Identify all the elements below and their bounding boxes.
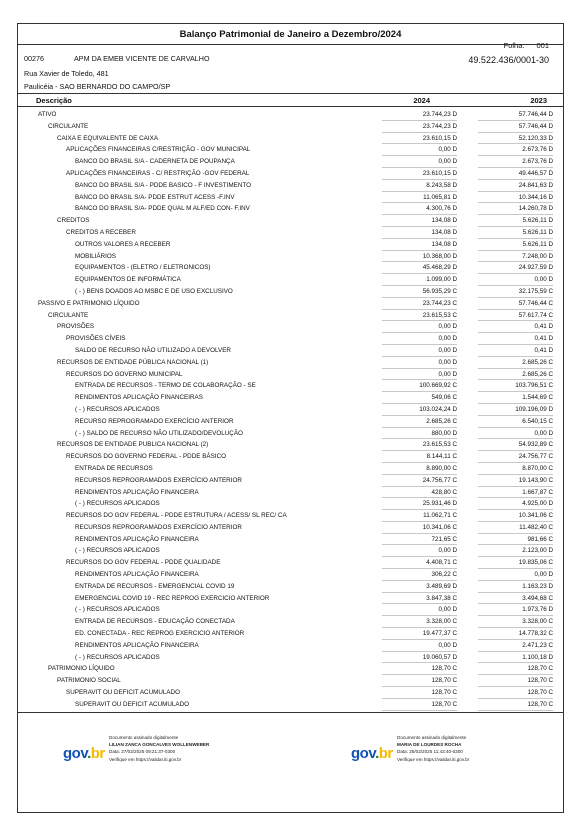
- row-value-2023: 32.175,59 C: [478, 286, 553, 298]
- row-value-2024: 134,08 D: [382, 227, 457, 239]
- row-value-2024: 0,00 D: [382, 357, 457, 369]
- signature-verify-link[interactable]: Verifique em https://validar.iti.gov.br: [397, 756, 470, 762]
- row-value-2023: 10.341,06 C: [478, 510, 553, 522]
- row-description: EQUIPAMENTOS DE INFORMÁTICA: [75, 276, 181, 284]
- table-row: [18, 510, 563, 522]
- table-row: [18, 286, 563, 298]
- row-value-2024: 100.669,92 C: [382, 380, 457, 392]
- row-value-2023: 19.143,90 C: [478, 475, 553, 487]
- signer-name: MARIA DE LOURDES ROCHA: [397, 742, 462, 748]
- row-description: PROVISÕES: [57, 323, 95, 331]
- table-row: [18, 628, 563, 640]
- row-value-2024: 23.744,23 C: [382, 298, 457, 310]
- row-value-2023: 109.196,09 D: [478, 404, 553, 416]
- row-value-2023: 5.626,11 D: [478, 227, 553, 239]
- table-row: [18, 593, 563, 605]
- row-description: ( - ) BENS DOADOS AO MSBC E DE USO EXCLUSIVO: [75, 287, 233, 295]
- row-description: CIRCULANTE: [48, 122, 89, 130]
- row-description: ( - ) RECURSOS APLICADOS: [75, 653, 160, 661]
- table-row: [18, 168, 563, 180]
- row-value-2023: 981,66 C: [478, 534, 553, 546]
- row-value-2024: 24.756,77 C: [382, 475, 457, 487]
- row-value-2023: 5.626,11 D: [478, 239, 553, 251]
- table-row: [18, 310, 563, 322]
- row-value-2024: 103.024,24 D: [382, 404, 457, 416]
- row-description: RECURSOS DE ENTIDADE PUBLICA NACIONAL (2): [57, 441, 209, 449]
- row-value-2024: 0,00 D: [382, 156, 457, 168]
- row-value-2024: 3.328,00 C: [382, 616, 457, 628]
- table-row: [18, 652, 563, 664]
- row-value-2023: 3.494,68 C: [478, 593, 553, 605]
- table-row: [18, 616, 563, 628]
- signer-name: LILIAN ZANCA GONCALVES WOLLENWEBER: [109, 742, 210, 748]
- row-value-2024: 0,00 D: [382, 144, 457, 156]
- row-value-2024: 880,00 D: [382, 428, 457, 440]
- row-value-2023: 14.260,78 D: [478, 203, 553, 215]
- row-value-2023: 2.673,76 D: [478, 144, 553, 156]
- row-value-2023: 14.778,32 C: [478, 628, 553, 640]
- govbr-logo: gov.br: [63, 745, 105, 762]
- table-row: [18, 392, 563, 404]
- row-value-2024: 134,08 D: [382, 215, 457, 227]
- signature-date: Data: 27/02/2025 09:21:37-0300: [109, 749, 176, 755]
- table-row: [18, 498, 563, 510]
- row-description: ENTRADA DE RECURSOS - EMERGENCIAL COVID 19: [75, 582, 235, 590]
- row-description: BANCO DO BRASIL S/A- PDDE QUAL M ALF/ED CON- F.INV: [75, 205, 250, 213]
- row-description: RENDIMENTOS APLICAÇÃO FINANCEIRAS: [75, 394, 203, 402]
- table-row: [18, 133, 563, 145]
- table-row: [18, 144, 563, 156]
- row-value-2023: 103.796,51 C: [478, 380, 553, 392]
- row-description: ( - ) RECURSOS APLICADOS: [75, 547, 160, 555]
- row-description: RECURSOS REPROGRAMADOS EXERCÍCIO ANTERIOR: [75, 523, 242, 531]
- row-value-2023: 0,00 D: [478, 274, 553, 286]
- entity-cnpj: 49.522.436/0001-30: [468, 55, 549, 65]
- row-value-2024: 128,70 C: [382, 687, 457, 699]
- row-value-2024: 23.744,23 D: [382, 121, 457, 133]
- row-value-2024: 23.610,15 D: [382, 168, 457, 180]
- table-row: [18, 404, 563, 416]
- row-value-2023: 1.667,87 C: [478, 487, 553, 499]
- row-value-2023: 128,70 C: [478, 675, 553, 687]
- row-value-2023: 49.446,57 D: [478, 168, 553, 180]
- signature-caption: Documento assinado digitalmente: [109, 735, 179, 740]
- table-row: [18, 687, 563, 699]
- row-value-2023: 5.626,11 D: [478, 215, 553, 227]
- table-row: [18, 274, 563, 286]
- govbr-logo: gov.br: [351, 745, 393, 762]
- row-value-2023: 2.123,00 D: [478, 545, 553, 557]
- row-description: PATRIMONIO LÍQUIDO: [48, 665, 115, 673]
- balance-table-body: [18, 109, 563, 711]
- row-value-2023: 1.163,23 D: [478, 581, 553, 593]
- row-value-2024: 0,00 D: [382, 545, 457, 557]
- row-value-2023: 10.344,16 D: [478, 192, 553, 204]
- table-row: [18, 416, 563, 428]
- row-description: RECURSO REPROGRAMADO EXERCÍCIO ANTERIOR: [75, 417, 234, 425]
- row-value-2024: 8.243,58 D: [382, 180, 457, 192]
- row-value-2023: 19.835,06 C: [478, 557, 553, 569]
- table-row: [18, 451, 563, 463]
- row-value-2023: 128,70 C: [478, 699, 553, 711]
- entity-address: Rua Xavier de Toledo, 481: [24, 69, 109, 78]
- table-row: [18, 227, 563, 239]
- row-value-2024: 1.099,00 D: [382, 274, 457, 286]
- table-row: [18, 581, 563, 593]
- row-value-2024: 3.847,38 C: [382, 593, 457, 605]
- row-description: RENDIMENTOS APLICAÇÃO FINANCEIRA: [75, 488, 199, 496]
- row-description: CREDITOS: [57, 217, 90, 225]
- row-value-2024: 306,22 C: [382, 569, 457, 581]
- table-row: [18, 321, 563, 333]
- table-row: [18, 675, 563, 687]
- row-description: EQUIPAMENTOS - (ELETRO / ELETRONICOS): [75, 264, 211, 272]
- table-row: [18, 345, 563, 357]
- row-description: RECURSOS DO GOV FEDERAL - PDDE QUALIDADE: [66, 559, 221, 567]
- row-value-2023: 0,00 D: [478, 569, 553, 581]
- row-value-2024: 19.477,37 C: [382, 628, 457, 640]
- row-description: ( - ) RECURSOS APLICADOS: [75, 500, 160, 508]
- row-value-2023: 11.482,40 C: [478, 522, 553, 534]
- row-value-2023: 57.617,74 C: [478, 310, 553, 322]
- row-value-2024: 2.685,26 C: [382, 416, 457, 428]
- row-value-2024: 8.890,00 C: [382, 463, 457, 475]
- signature-details: [397, 734, 469, 763]
- row-description: SUPERAVIT OU DEFICIT ACUMULADO: [66, 689, 181, 697]
- row-value-2023: 2.685,26 C: [478, 369, 553, 381]
- row-description: ENTRADA DE RECURSOS - EDUCAÇÃO CONECTADA: [75, 618, 235, 626]
- row-value-2023: 57.746,44 C: [478, 298, 553, 310]
- table-row: [18, 380, 563, 392]
- row-description: PASSIVO E PATRIMONIO LÍQUIDO: [38, 299, 140, 307]
- row-value-2024: 11.065,81 D: [382, 192, 457, 204]
- row-value-2024: 428,80 C: [382, 487, 457, 499]
- signature-details: [109, 734, 209, 763]
- row-value-2023: 6.540,15 C: [478, 416, 553, 428]
- column-header-descricao: Descrição: [36, 96, 72, 105]
- row-value-2023: 24.927,59 D: [478, 262, 553, 274]
- table-row: [18, 156, 563, 168]
- table-header: [18, 94, 563, 106]
- table-row: [18, 262, 563, 274]
- table-row: [18, 357, 563, 369]
- row-description: MOBILIÁRIOS: [75, 252, 116, 260]
- row-value-2024: 10.368,00 D: [382, 251, 457, 263]
- column-header-2023: 2023: [530, 96, 547, 105]
- row-value-2024: 0,00 D: [382, 345, 457, 357]
- row-value-2024: 0,00 D: [382, 333, 457, 345]
- row-description: APLICAÇÕES FINANCEIRAS C/RESTRIÇÃO - GOV MUNICIPAL: [66, 146, 251, 154]
- row-value-2024: 128,70 C: [382, 675, 457, 687]
- table-row: [18, 239, 563, 251]
- row-value-2024: 0,00 D: [382, 369, 457, 381]
- row-value-2023: 2.471,23 C: [478, 640, 553, 652]
- row-value-2023: 0,41 D: [478, 321, 553, 333]
- row-value-2024: 10.341,06 C: [382, 522, 457, 534]
- row-value-2023: 54.932,89 C: [478, 439, 553, 451]
- row-value-2024: 721,65 C: [382, 534, 457, 546]
- row-value-2024: 23.610,15 D: [382, 133, 457, 145]
- table-row: [18, 487, 563, 499]
- row-value-2024: 549,06 C: [382, 392, 457, 404]
- row-description: PATRIMONIO SOCIAL: [57, 677, 121, 685]
- row-value-2023: 57.746,44 D: [478, 121, 553, 133]
- table-row: [18, 121, 563, 133]
- row-value-2023: 4.925,00 D: [478, 498, 553, 510]
- table-end-rule: [18, 712, 563, 713]
- row-value-2023: 24.841,63 D: [478, 180, 553, 192]
- table-row: [18, 604, 563, 616]
- row-value-2024: 25.931,46 D: [382, 498, 457, 510]
- row-description: SALDO DE RECURSO NÃO UTILIZADO A DEVOLVER: [75, 346, 231, 354]
- row-value-2023: 1.973,76 D: [478, 604, 553, 616]
- table-row: [18, 463, 563, 475]
- row-value-2024: 0,00 D: [382, 640, 457, 652]
- table-row: [18, 640, 563, 652]
- row-value-2023: 0,41 D: [478, 345, 553, 357]
- row-value-2023: 0,41 D: [478, 333, 553, 345]
- row-description: ( - ) SALDO DE RECURSO NÃO UTILIZADO/DEVOLUÇÃO: [75, 429, 243, 437]
- table-row: [18, 203, 563, 215]
- row-value-2023: 0,00 D: [478, 428, 553, 440]
- row-description: RENDIMENTOS APLICAÇÃO FINANCEIRA: [75, 641, 199, 649]
- row-value-2023: 128,70 C: [478, 687, 553, 699]
- row-description: BANCO DO BRASIL S/A - PDDE BASICO - F INVESTIMENTO: [75, 181, 251, 189]
- row-description: RECURSOS DE ENTIDADE PÚBLICA NACIONAL (1): [57, 358, 209, 366]
- folha-number: 001: [536, 41, 549, 50]
- row-description: RECURSOS DO GOVERNO MUNICIPAL: [66, 370, 183, 378]
- signature-verify-link[interactable]: Verifique em https://validar.iti.gov.br: [109, 756, 182, 762]
- row-value-2024: 8.144,11 C: [382, 451, 457, 463]
- row-value-2024: 19.060,57 D: [382, 652, 457, 664]
- row-value-2024: 128,70 C: [382, 663, 457, 675]
- table-row: [18, 557, 563, 569]
- row-value-2024: 23.615,53 C: [382, 310, 457, 322]
- row-value-2023: 128,70 C: [478, 663, 553, 675]
- signature-date: Data: 25/02/2025 11:43:40-0300: [397, 749, 463, 755]
- row-description: ATIVO: [38, 111, 57, 118]
- row-value-2024: 23.744,23 D: [382, 109, 457, 121]
- row-value-2024: 0,00 D: [382, 604, 457, 616]
- table-header-bottom-rule: [18, 106, 563, 107]
- row-value-2023: 8.870,00 C: [478, 463, 553, 475]
- row-value-2023: 57.746,44 D: [478, 109, 553, 121]
- table-row: [18, 545, 563, 557]
- row-description: RENDIMENTOS APLICAÇÃO FINANCEIRA: [75, 571, 199, 579]
- row-value-2023: 1.544,69 C: [478, 392, 553, 404]
- row-description: CAIXA E EQUIVALENTE DE CAIXA: [57, 134, 159, 142]
- document-title: Balanço Patrimonial de Janeiro a Dezembro/2024: [179, 29, 402, 40]
- table-row: [18, 663, 563, 675]
- row-value-2024: 3.489,69 D: [382, 581, 457, 593]
- table-row: [18, 251, 563, 263]
- row-value-2023: 52.120,33 D: [478, 133, 553, 145]
- row-description: ( - ) RECURSOS APLICADOS: [75, 606, 160, 614]
- signature-caption: Documento assinado digitalmente: [397, 735, 467, 740]
- row-value-2023: 24.756,77 C: [478, 451, 553, 463]
- row-value-2024: 11.062,71 C: [382, 510, 457, 522]
- row-description: ( - ) RECURSOS APLICADOS: [75, 405, 160, 413]
- row-value-2023: 2.673,76 D: [478, 156, 553, 168]
- row-value-2024: 128,70 C: [382, 699, 457, 711]
- row-description: RECURSOS DO GOVERNO FEDERAL - PDDE BÁSICO: [66, 453, 227, 461]
- entity-code: 00276: [24, 54, 44, 63]
- row-description: CIRCULANTE: [48, 311, 89, 319]
- row-value-2023: 2.685,26 C: [478, 357, 553, 369]
- row-value-2024: 23.615,53 C: [382, 439, 457, 451]
- folha-label: Folha:: [503, 41, 525, 50]
- table-row: [18, 192, 563, 204]
- table-row: [18, 215, 563, 227]
- row-value-2023: 7.248,00 D: [478, 251, 553, 263]
- table-row: [18, 369, 563, 381]
- table-row: [18, 109, 563, 121]
- row-value-2024: 45.468,29 D: [382, 262, 457, 274]
- row-description: RENDIMENTOS APLICAÇÃO FINANCEIRA: [75, 535, 199, 543]
- row-description: OUTROS VALORES A RECEBER: [75, 240, 171, 248]
- table-row: [18, 569, 563, 581]
- row-description: RECURSOS DO GOV FEDERAL - PDDE ESTRUTURA / ACESS/ SL REC/ CA: [66, 512, 287, 520]
- row-value-2024: 134,08 D: [382, 239, 457, 251]
- entity-city: Paulicéia - SAO BERNARDO DO CAMPO/SP: [24, 82, 171, 91]
- table-row: [18, 298, 563, 310]
- row-description: ED. CONECTADA - REC REPROG EXERCICIO ANTERIOR: [75, 630, 245, 638]
- table-row: [18, 475, 563, 487]
- table-row: [18, 180, 563, 192]
- row-value-2024: 56.935,29 C: [382, 286, 457, 298]
- row-value-2024: 4.300,76 D: [382, 203, 457, 215]
- row-description: EMERGENCIAL COVID 19 - REC REPROG EXERCICIO ANTERIOR: [75, 594, 270, 602]
- row-description: ENTRADA DE RECURSOS: [75, 464, 153, 472]
- page-number: [504, 41, 549, 50]
- row-description: BANCO DO BRASIL S/A - CADERNETA DE POUPANÇA: [75, 158, 235, 166]
- row-description: CREDITOS A RECEBER: [66, 228, 136, 236]
- title-divider: [18, 44, 563, 45]
- row-description: PROVISÕES CÍVEIS: [66, 335, 126, 343]
- digital-signature-1: [63, 734, 263, 784]
- entity-name: APM DA EMEB VICENTE DE CARVALHO: [74, 54, 210, 63]
- table-row: [18, 534, 563, 546]
- row-value-2024: 4.408,71 C: [382, 557, 457, 569]
- table-row: [18, 428, 563, 440]
- table-row: [18, 699, 563, 711]
- row-value-2023: 3.328,00 C: [478, 616, 553, 628]
- row-description: RECURSOS REPROGRAMADOS EXERCÍCIO ANTERIOR: [75, 476, 242, 484]
- row-description: ENTRADA DE RECURSOS - TERMO DE COLABORAÇÃO - SE: [75, 382, 256, 390]
- column-header-2024: 2024: [413, 96, 430, 105]
- document-page: [17, 23, 564, 813]
- digital-signature-2: [351, 734, 551, 784]
- row-description: SUPERAVIT OU DEFICIT ACUMULADO: [75, 700, 190, 708]
- row-value-2023: 1.100,18 D: [478, 652, 553, 664]
- row-description: BANCO DO BRASIL S/A- PDDE ESTRUT ACESS -F.INV: [75, 193, 235, 201]
- table-row: [18, 333, 563, 345]
- table-row: [18, 439, 563, 451]
- row-value-2024: 0,00 D: [382, 321, 457, 333]
- row-description: APLICAÇÕES FINANCEIRAS - C/ RESTRIÇÃO -GOV FEDERAL: [66, 169, 250, 177]
- table-row: [18, 522, 563, 534]
